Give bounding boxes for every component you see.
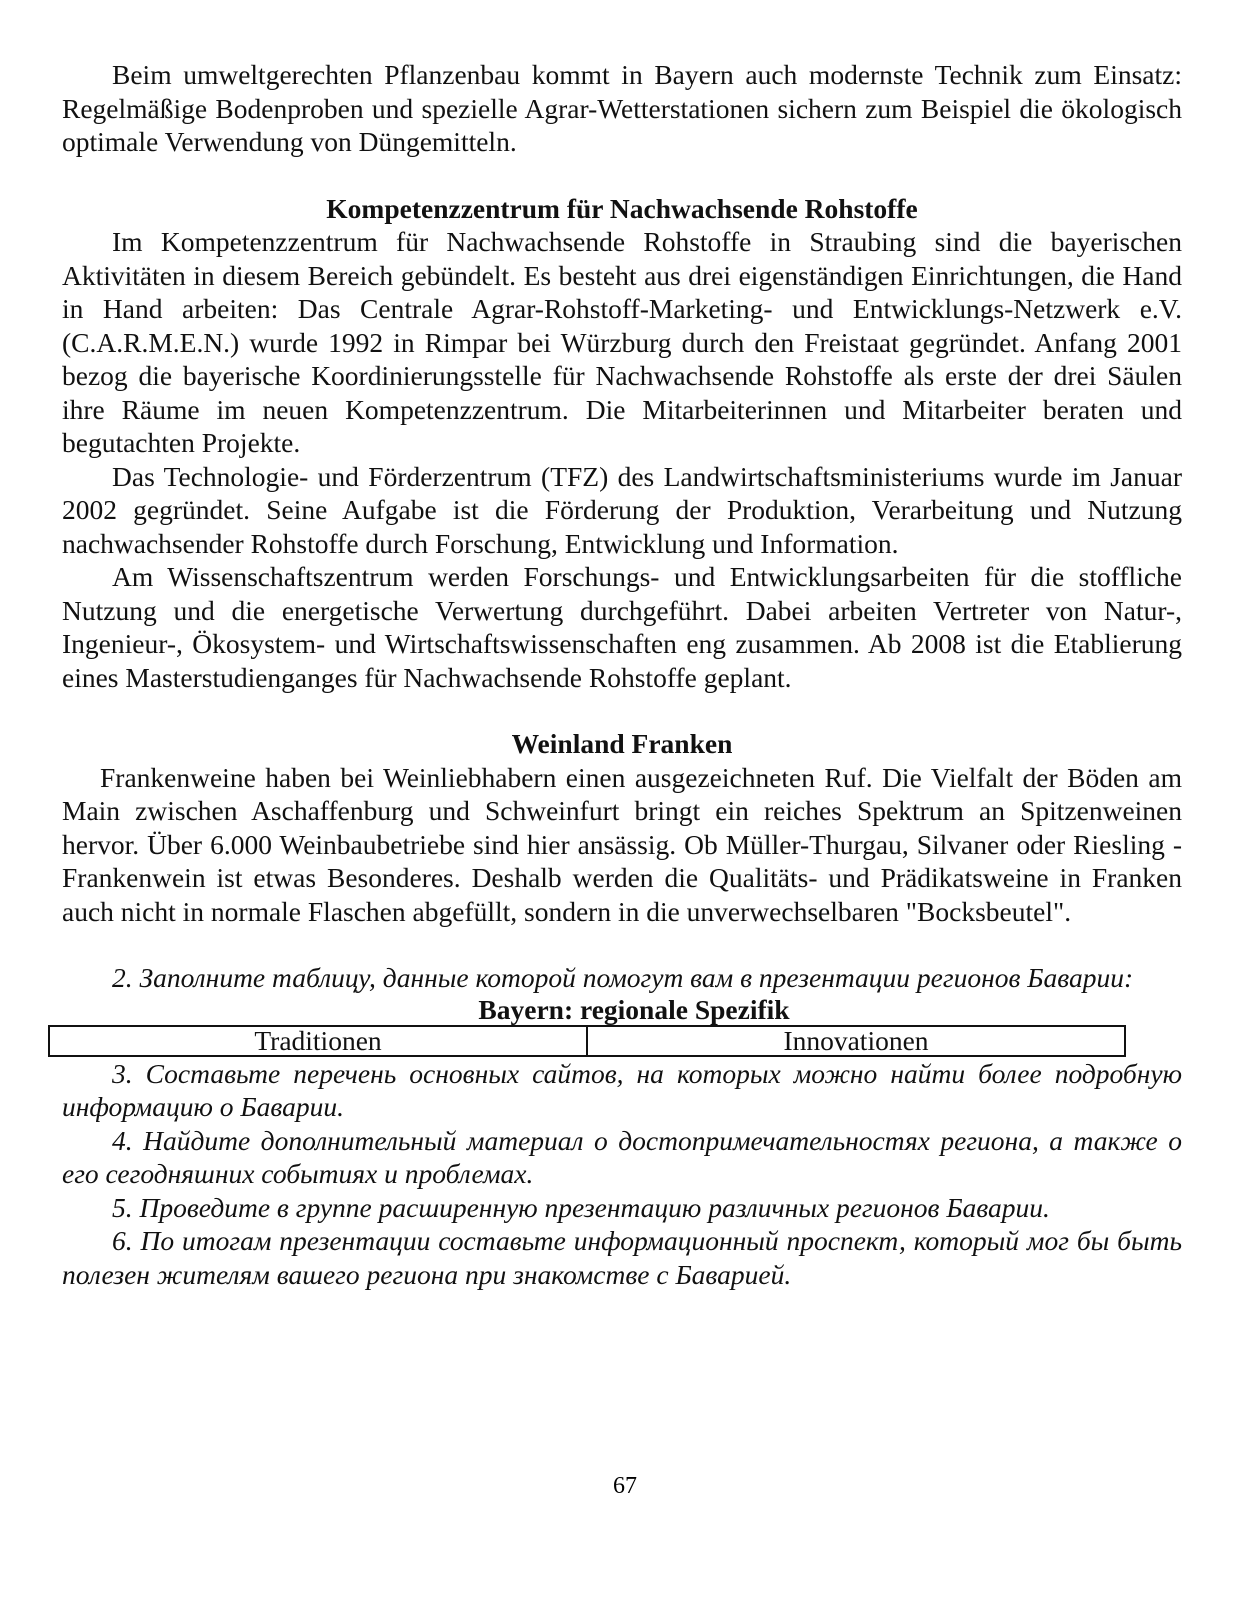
paragraph-kompetenzzentrum-2: Das Technologie- und Förderzentrum (TFZ) des Landwirtschaftsministeriums wurde im Januar 2002 gegründet. Seine Aufgabe ist die Förderung der Produktion, Verarbeitung und Nutzung nachwachsender Rohstoffe durch Forschung, Entwicklung und Information.	[62, 460, 1182, 559]
paragraph-kompetenzzentrum-1: Im Kompetenzzentrum für Nachwachsende Rohstoffe in Straubing sind die bayerischen Aktivitäten in diesem Bereich gebündelt. Es besteht aus drei eigenständigen Einrichtungen, die Hand in Hand arbeiten: Das Centrale Agrar-Rohstoff-Marketing- und Entwicklungs-Netzwerk e.V. (C.A.R.M.E.N.) wurde 1992 in Rimpar bei Würzburg durch den Freistaat gegründet. Anfang 2001 bezog die bayerische Koordinierungsstelle für Nachwachsende Rohstoffe als erste der drei Säulen ihre Räume im neuen Kompetenzzentrum. Die Mitarbeiterinnen und Mitarbeiter beraten und begutachten Projekte.	[62, 226, 1182, 458]
paragraph-weinland: Frankenweine haben bei Weinliebhabern einen ausgezeichneten Ruf. Die Vielfalt der Böden am Main zwischen Aschaffenburg und Schweinfurt bringt ein reiches Spektrum an Spitzenweinen hervor. Über 6.000 Weinbaubetriebe sind hier ansässig. Ob Müller-Thurgau, Silvaner oder Riesling - Frankenwein ist etwas Besonderes. Deshalb werden die Qualitäts- und Prädikatsweine in Franken auch nicht in normale Flaschen abgefüllt, sondern in die unverwechselbaren "Bocksbeutel".	[62, 761, 1182, 927]
table-header-traditionen: Traditionen	[49, 1026, 587, 1056]
paragraph-kompetenzzentrum-3: Am Wissenschaftszentrum werden Forschungs- und Entwicklungsarbeiten für die stoffliche Nutzung und die energetische Verwertung durchgeführt. Dabei arbeiten Vertreter von Natur-, Ingenieur-, Ökosystem- und Wirtschaftswissenschaften eng zusammen. Ab 2008 ist die Etablierung eines Masterstudienganges für Nachwachsende Rohstoffe geplant.	[62, 561, 1182, 693]
task-2: 2. Заполните таблицу, данные которой помогут вам в презентации регионов Баварии:	[112, 962, 1134, 993]
spacer	[62, 159, 1182, 192]
spacer	[62, 694, 1182, 727]
intro-paragraph: Beim umweltgerechten Pflanzenbau kommt in Bayern auch modernste Technik zum Einsatz: Regelmäßige Bodenproben und spezielle Agrar-Wetterstationen sichern zum Beispiel die ökologisch optimale Verwendung von Düngemitteln.	[62, 59, 1182, 157]
table-header-innovationen: Innovationen	[587, 1026, 1125, 1056]
section-heading-weinland: Weinland Franken	[511, 728, 733, 759]
section-heading-kompetenzzentrum: Kompetenzzentrum für Nachwachsende Rohstoffe	[326, 192, 918, 224]
table-header-row	[49, 1026, 1125, 1056]
spezifik-table	[48, 1025, 1126, 1057]
table-title: Bayern: regionale Spezifik	[478, 993, 790, 1025]
task-4: 4. Найдите дополнительный материал о достопримечательностях региона, а также о его сегодняшних событиях и проблемах.	[62, 1124, 1182, 1189]
spacer	[62, 928, 1182, 961]
task-3: 3. Составьте перечень основных сайтов, на которых можно найти более подробную информацию о Баварии.	[62, 1057, 1182, 1122]
task-6: 6. По итогам презентации составьте информационный проспект, который мог бы быть полезен жителям вашего региона при знакомстве с Баварией.	[62, 1225, 1182, 1290]
task-5: 5. Проведите в группе расширенную презентацию различных регионов Баварии.	[112, 1191, 1050, 1223]
document-page	[62, 58, 1182, 1291]
page-number: 67	[613, 1473, 637, 1499]
